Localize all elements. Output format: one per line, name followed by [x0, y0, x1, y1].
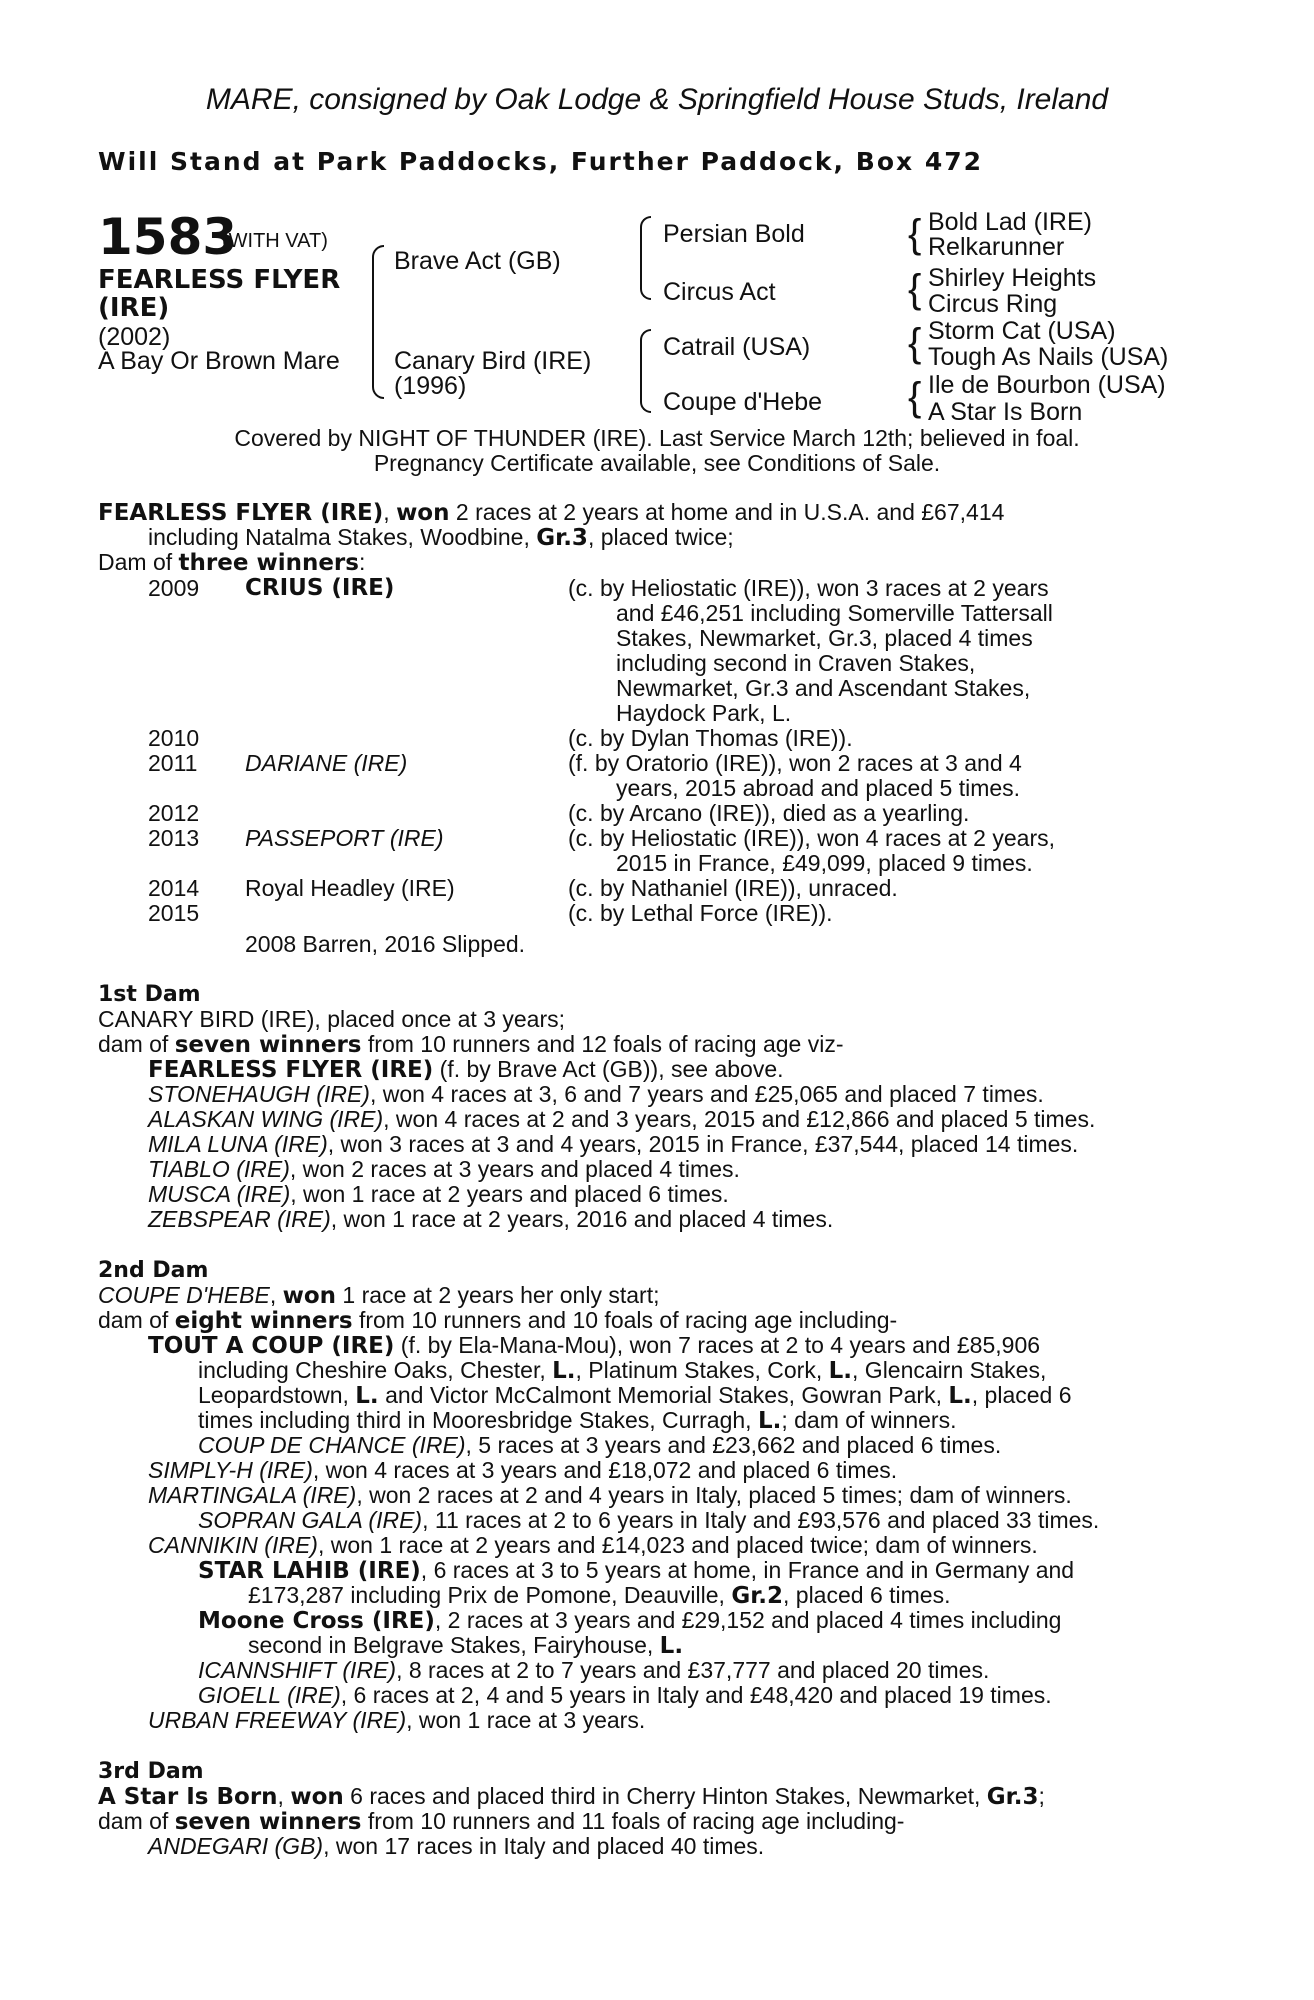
horse-year: (2002)	[98, 323, 171, 351]
second-dam-foal: MARTINGALA (IRE), won 2 races at 2 and 4 years in Italy, placed 5 times; dam of winners.	[148, 1482, 1072, 1508]
produce-year: 2011	[148, 750, 198, 776]
second-dam-line: COUPE D'HEBE, won 1 race at 2 years her only start;	[98, 1282, 660, 1309]
produce-name: CRIUS (IRE)	[245, 575, 395, 601]
produce-detail: (f. by Oratorio (IRE)), won 2 races at 3 and 4	[568, 750, 1022, 776]
first-dam-foal: TIABLO (IRE), won 2 races at 3 years and placed 4 times.	[148, 1156, 740, 1182]
tout-a-coup-line3: Leopardstown, L. and Victor McCalmont Memorial Stakes, Gowran Park, L., placed 6	[198, 1382, 1072, 1409]
second-dam-foal: URBAN FREEWAY (IRE), won 1 race at 3 years.	[148, 1707, 646, 1733]
pedigree-dsd: Tough As Nails (USA)	[928, 343, 1169, 371]
third-dam-summary: dam of seven winners from 10 runners and 11 foals of racing age including-	[98, 1808, 905, 1835]
first-dam-foal: ALASKAN WING (IRE), won 4 races at 2 and 3 years, 2015 and £12,866 and placed 5 times.	[148, 1106, 1096, 1132]
produce-detail: and £46,251 including Somerville Tattersall	[616, 600, 1053, 626]
covered-line: Covered by NIGHT OF THUNDER (IRE). Last Service March 12th; believed in foal.	[234, 425, 1080, 451]
horse-name-suffix: (IRE)	[98, 293, 170, 323]
brace-4: {	[908, 375, 922, 419]
produce-detail: (c. by Arcano (IRE)), died as a yearling.	[568, 800, 970, 826]
second-dam-grandfoal: SOPRAN GALA (IRE), 11 races at 2 to 6 years in Italy and £93,576 and placed 33 times.	[198, 1507, 1100, 1533]
tout-a-coup-line2: including Cheshire Oaks, Chester, L., Platinum Stakes, Cork, L., Glencairn Stakes,	[198, 1357, 1047, 1384]
second-dam-summary: dam of eight winners from 10 runners and 10 foals of racing age including-	[98, 1307, 898, 1334]
produce-note: 2008 Barren, 2016 Slipped.	[245, 931, 526, 957]
third-dam-line: A Star Is Born, won 6 races and placed third in Cherry Hinton Stakes, Newmarket, Gr.3;	[98, 1783, 1045, 1810]
dam-of-line: Dam of three winners:	[98, 549, 366, 576]
horse-name: FEARLESS FLYER	[98, 265, 341, 295]
pedigree-sds: Shirley Heights	[928, 264, 1097, 292]
produce-detail: (c. by Heliostatic (IRE)), won 4 races at 2 years,	[568, 825, 1055, 851]
pedigree-sire-dam: Circus Act	[663, 278, 776, 306]
produce-year: 2013	[148, 825, 200, 851]
vat-note: (WITH VAT)	[222, 230, 328, 252]
pedigree-dam-year: (1996)	[394, 372, 467, 400]
box-location: Will Stand at Park Paddocks, Further Paddock, Box 472	[98, 147, 984, 176]
produce-year: 2014	[148, 875, 200, 901]
first-dam-foal: MUSCA (IRE), won 1 race at 2 years and placed 6 times.	[148, 1181, 729, 1207]
produce-detail: (c. by Dylan Thomas (IRE)).	[568, 725, 853, 751]
produce-name: DARIANE (IRE)	[245, 750, 408, 776]
star-lahib-line1: STAR LAHIB (IRE), 6 races at 3 to 5 years at home, in France and in Germany and	[198, 1557, 1075, 1584]
produce-name: Royal Headley (IRE)	[245, 875, 455, 901]
produce-year: 2010	[148, 725, 200, 751]
moone-cross-line2: second in Belgrave Stakes, Fairyhouse, L.	[248, 1632, 684, 1659]
brace-2: {	[908, 267, 922, 311]
lot-number: 1583	[98, 208, 238, 266]
pedigree-sdd: Circus Ring	[928, 290, 1058, 318]
pedigree-dam: Canary Bird (IRE)	[394, 347, 592, 375]
tout-a-coup-line4: times including third in Mooresbridge Stakes, Curragh, L.; dam of winners.	[198, 1407, 957, 1434]
horse-description: A Bay Or Brown Mare	[98, 347, 340, 375]
produce-detail: 2015 in France, £49,099, placed 9 times.	[616, 850, 1033, 876]
produce-year: 2015	[148, 900, 200, 926]
produce-detail: Stakes, Newmarket, Gr.3, placed 4 times	[616, 625, 1033, 651]
pedigree-sire: Brave Act (GB)	[394, 247, 561, 275]
first-dam-foal: ZEBSPEAR (IRE), won 1 race at 2 years, 2016 and placed 4 times.	[148, 1206, 834, 1232]
mare-record: FEARLESS FLYER (IRE), won 2 races at 2 years at home and in U.S.A. and £67,414	[98, 499, 1005, 526]
tout-a-coup-line1: TOUT A COUP (IRE) (f. by Ela-Mana-Mou), won 7 races at 2 to 4 years and £85,906	[148, 1332, 1041, 1359]
first-dam-heading: 1st Dam	[98, 982, 201, 1007]
star-lahib-line2: £173,287 including Prix de Pomone, Deauville, Gr.2, placed 6 times.	[248, 1582, 951, 1609]
mare-record-cont: including Natalma Stakes, Woodbine, Gr.3, placed twice;	[148, 524, 734, 551]
brace-3: {	[908, 321, 922, 365]
first-dam-foal: FEARLESS FLYER (IRE) (f. by Brave Act (GB)), see above.	[148, 1056, 784, 1083]
pedigree-ddd: A Star Is Born	[928, 398, 1083, 426]
produce-detail: (c. by Heliostatic (IRE)), won 3 races at 2 years	[568, 575, 1049, 601]
first-dam-summary: dam of seven winners from 10 runners and 12 foals of racing age viz-	[98, 1031, 844, 1058]
pedigree-sire-sire: Persian Bold	[663, 220, 805, 248]
second-dam-grandfoal: COUP DE CHANCE (IRE), 5 races at 3 years and £23,662 and placed 6 times.	[198, 1432, 1002, 1458]
first-dam-foal: STONEHAUGH (IRE), won 4 races at 3, 6 and 7 years and £25,065 and placed 7 times.	[148, 1081, 1044, 1107]
produce-name: PASSEPORT (IRE)	[245, 825, 444, 851]
second-dam-heading: 2nd Dam	[98, 1258, 209, 1283]
pregnancy-line: Pregnancy Certificate available, see Conditions of Sale.	[373, 450, 941, 476]
pedigree-dds: Ile de Bourbon (USA)	[928, 371, 1166, 399]
pedigree-ssd: Relkarunner	[928, 233, 1065, 261]
sire-line-brace	[640, 216, 651, 300]
produce-year: 2009	[148, 575, 200, 601]
produce-detail: (c. by Lethal Force (IRE)).	[568, 900, 833, 926]
second-dam-grandfoal: ICANNSHIFT (IRE), 8 races at 2 to 7 years and £37,777 and placed 20 times.	[198, 1657, 990, 1683]
second-dam-foal: SIMPLY-H (IRE), won 4 races at 3 years and £18,072 and placed 6 times.	[148, 1457, 898, 1483]
pedigree-sss: Bold Lad (IRE)	[928, 208, 1092, 236]
produce-detail: Newmarket, Gr.3 and Ascendant Stakes,	[616, 675, 1031, 701]
dam-line-brace	[640, 329, 651, 413]
pedigree-dam-dam: Coupe d'Hebe	[663, 388, 823, 416]
produce-detail: Haydock Park, L.	[616, 700, 792, 726]
second-dam-grandfoal: GIOELL (IRE), 6 races at 2, 4 and 5 years in Italy and £48,420 and placed 19 times.	[198, 1682, 1052, 1708]
sire-dam-brace	[372, 245, 384, 399]
produce-detail: years, 2015 abroad and placed 5 times.	[616, 775, 1021, 801]
second-dam-foal: CANNIKIN (IRE), won 1 race at 2 years and £14,023 and placed twice; dam of winners.	[148, 1532, 1038, 1558]
pedigree-dss: Storm Cat (USA)	[928, 317, 1116, 345]
third-dam-heading: 3rd Dam	[98, 1759, 204, 1784]
brace-1: {	[908, 212, 922, 256]
third-dam-foal: ANDEGARI (GB), won 17 races in Italy and placed 40 times.	[148, 1833, 765, 1859]
moone-cross-line1: Moone Cross (IRE), 2 races at 3 years and £29,152 and placed 4 times including	[198, 1607, 1062, 1634]
first-dam-foal: MILA LUNA (IRE), won 3 races at 3 and 4 years, 2015 in France, £37,544, placed 14 times.	[148, 1131, 1079, 1157]
produce-detail: including second in Craven Stakes,	[616, 650, 976, 676]
first-dam-line: CANARY BIRD (IRE), placed once at 3 years;	[98, 1006, 566, 1032]
pedigree-dam-sire: Catrail (USA)	[663, 333, 811, 361]
consignor-heading: MARE, consigned by Oak Lodge & Springfield House Studs, Ireland	[205, 83, 1109, 116]
produce-detail: (c. by Nathaniel (IRE)), unraced.	[568, 875, 898, 901]
produce-year: 2012	[148, 800, 200, 826]
